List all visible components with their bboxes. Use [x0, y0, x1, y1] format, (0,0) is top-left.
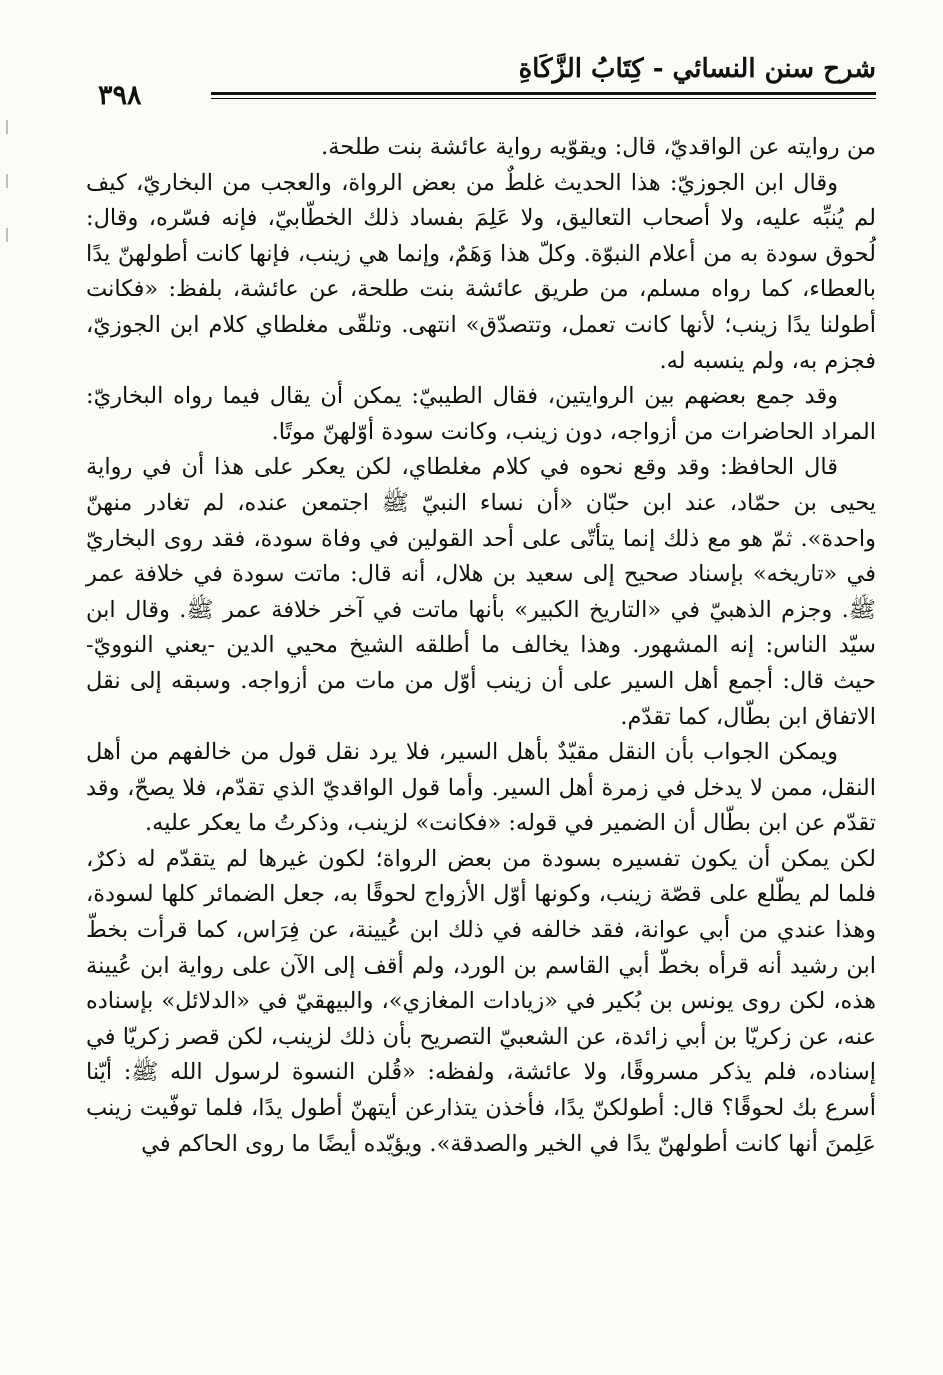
page-number: ٣٩٨	[98, 80, 142, 111]
paragraph-1: من روايته عن الواقديّ، قال: ويقوّيه رواية عائشة بنت طلحة.	[321, 134, 876, 160]
paragraph-6: لكن يمكن أن يكون تفسيره بسودة من بعض الرواة؛ لكون غيرها لم يتقدّم له ذكرٌ، فلما لم يطّلع على قصّة زينب، وكونها أوّل الأزواج لحوقًا به، جعل الضمائر كلها لسودة، وهذا عندي من أبي عوانة، فقد خالفه في ذلك ابن عُيينة، عن فِرَاس، كما قرأت بخطّ ابن رشيد أنه قرأه بخطّ أبي القاسم بن الورد، ولم أقف إلى الآن على رواية ابن عُيينة هذه، لكن روى يونس بن بُكير في «زيادات المغازي»، والبيهقيّ في «الدلائل» بإسناده عنه، عن زكريّا بن أبي زائدة، عن الشعبيّ التصريح بأن ذلك لزينب، لكن قصر زكريّا في إسناده، فلم يذكر مسروقًا، ولا عائشة، ولفظه: «قُلن النسوة لرسول الله ﷺ: أيّنا أسرع بك لحوقًا؟ قال: أطولكنّ يدًا، فأخذن يتذارعن أيتهنّ أطول يدًا، فلما توفّيت زينب عَلِمنَ أنها كانت أطولهنّ يدًا في الخير والصدقة». ويؤيّده أيضًا ما روى الحاكم في	[86, 845, 876, 1157]
paragraph-2: وقال ابن الجوزيّ: هذا الحديث غلطٌ من بعض الرواة، والعجب من البخاريّ، كيف لم يُنبِّه عليه، ولا أصحاب التعاليق، ولا عَلِمَ بفساد ذلك الخطّابيّ، فإنه فسّره، وقال: لُحوق سودة به من أعلام النبوّة. وكلّ هذا وَهَمٌ، وإنما هي زينب، فإنها كانت أطولهنّ يدًا بالعطاء، كما رواه مسلم، من طريق عائشة بنت طلحة، عن عائشة، بلفظ: «فكانت أطولنا يدًا زينب؛ لأنها كانت تعمل، وتتصدّق» انتهى. وتلقّى مغلطاي كلام ابن الجوزيّ، فجزم به، ولم ينسبه له.	[86, 169, 876, 374]
paragraph-5: ويمكن الجواب بأن النقل مقيّدٌ بأهل السير، فلا يرد نقل قول من خالفهم من أهل النقل، ممن لا يدخل في زمرة أهل السير. وأما قول الواقديّ الذي تقدّم، فلا يصحّ، وقد تقدّم عن ابن بطّال أن الضمير في قوله: «فكانت» لزينب، وذكرتُ ما يعكر عليه.	[86, 739, 876, 837]
scan-edge-marks	[6, 120, 8, 340]
running-title: شرح سنن النسائي - كِتَابُ الزَّكَاةِ	[518, 54, 876, 84]
paragraph-4: قال الحافظ: وقد وقع نحوه في كلام مغلطاي، لكن يعكر على هذا أن في رواية يحيى بن حمّاد، عند ابن حبّان «أن نساء النبيّ ﷺ اجتمعن عنده، لم تغادر منهنّ واحدة». ثمّ هو مع ذلك إنما يتأتّى على أحد القولين في وفاة سودة، فقد روى البخاريّ في «تاريخه» بإسناد صحيح إلى سعيد بن هلال، أنه قال: ماتت سودة في خلافة عمر ﷺ. وجزم الذهبيّ في «التاريخ الكبير» بأنها ماتت في آخر خلافة عمر ﷺ. وقال ابن سيّد الناس: إنه المشهور. وهذا يخالف ما أطلقه الشيخ محيي الدين -يعني النوويّ- حيث قال: أجمع أهل السير على أن زينب أوّل من مات من أزواجه. وسبقه إلى نقل الاتفاق ابن بطّال، كما تقدّم.	[86, 454, 876, 730]
paragraph-3: وقد جمع بعضهم بين الروايتين، فقال الطيبيّ: يمكن أن يقال فيما رواه البخاريّ: المراد الحاضرات من أزواجه، دون زينب، وكانت سودة أوّلهنّ موتًا.	[86, 383, 876, 445]
page-header	[86, 50, 876, 126]
book-page	[86, 50, 876, 1360]
body-text	[86, 130, 876, 1162]
header-rule	[211, 92, 876, 95]
